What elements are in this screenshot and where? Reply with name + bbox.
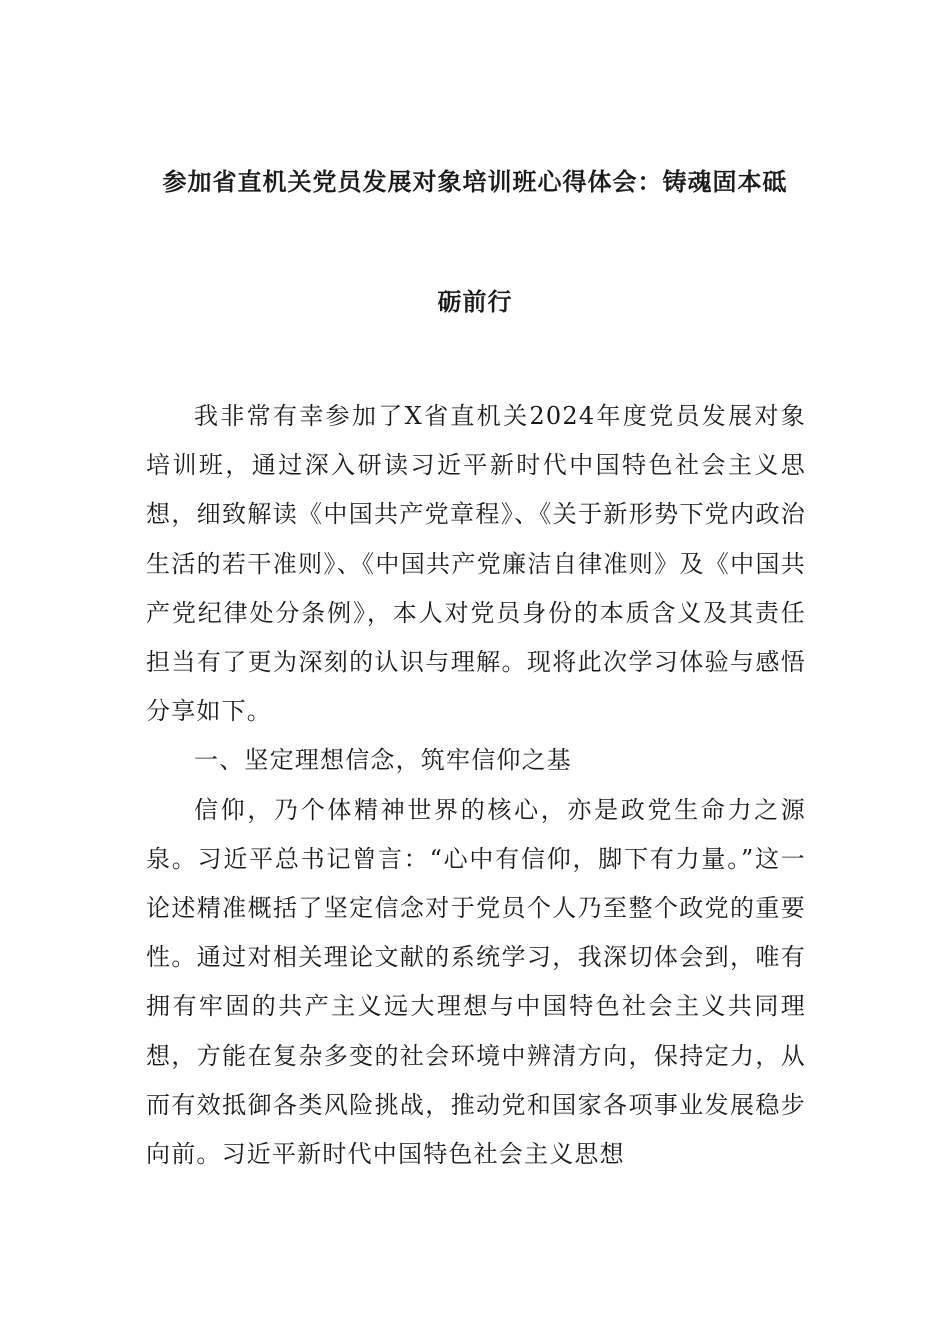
document-title-line-1: 参加省直机关党员发展对象培训班心得体会：铸魂固本砥 [162, 167, 788, 196]
section-heading: 一、坚定理想信念，筑牢信仰之基 [194, 746, 572, 775]
document-body [146, 392, 806, 1179]
document-title-line-2: 砺前行 [437, 287, 513, 316]
section-paragraph: 信仰，乃个体精神世界的核心，亦是政党生命力之源泉。习近平总书记曾言：“心中有信仰，脚下有力量。”这一论述精准概括了坚定信念对于党员个人乃至整个政党的重要性。通过对相关理论文献的系统学习，我深切体会到，唯有拥有牢固的共产主义远大理想与中国特色社会主义共同理想，方能在复杂多变的社会环境中辨清方向，保持定力，从而有效抵御各类风险挑战，推动党和国家各项事业发展稳步向前。习近平新时代中国特色社会主义思想 [146, 795, 806, 1169]
intro-paragraph: 我非常有幸参加了X省直机关2024年度党员发展对象培训班，通过深入研读习近平新时代中国特色社会主义思想，细致解读《中国共产党章程》、《关于新形势下党内政治生活的若干准则》、《中国共产党廉洁自律准则》及《中国共产党纪律处分条例》，本人对党员身份的本质含义及其责任担当有了更为深刻的认识与理解。现将此次学习体验与感悟分享如下。 [146, 402, 806, 726]
